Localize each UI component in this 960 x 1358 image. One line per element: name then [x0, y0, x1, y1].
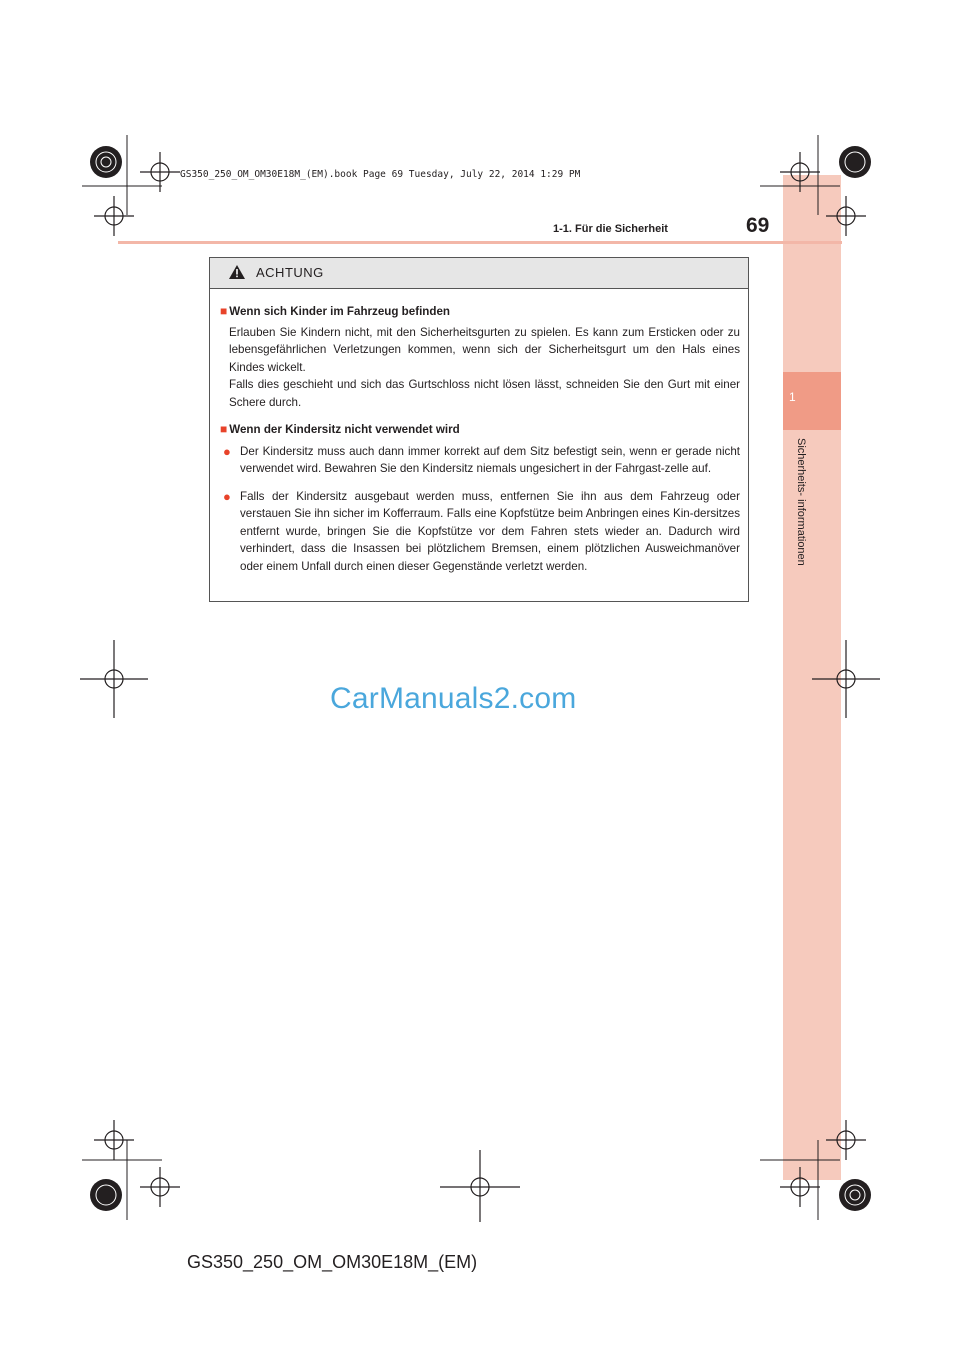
- page-number: 69: [746, 214, 770, 237]
- square-bullet-icon: ■: [220, 422, 228, 436]
- warning-heading-children: ■ Wenn sich Kinder im Fahrzeug befinden: [220, 304, 450, 318]
- warning-bullet: ● Der Kindersitz muss auch dann immer korrekt auf dem Sitz befestigt sein, wenn er gerade nicht verwendet wird. Bewahren Sie den Kindersitz niemals ungesichert in der Fahrgast-zelle auf.: [223, 443, 740, 475]
- warning-bullet: ● Falls der Kindersitz ausgebaut werden muss, entfernen Sie ihn aus dem Fahrzeug oder verstauen Sie ihn sicher im Kofferraum. Falls eine Kopfstütze beim Anbringen eines Kin-dersitzes entfernt wurde, bringen Sie die Kopfstütze vor dem Fahren stets wieder an. Dadurch wird verhindert, dass die Insassen bei plötzlichem Bremsen, einem plötzlichen Ausweichmanöver oder einem Unfall durch einen dieser Gegenstände verletzt werden.: [223, 488, 740, 573]
- chapter-label: Sicherheits- informationen: [795, 438, 807, 566]
- warning-paragraph: Erlauben Sie Kindern nicht, mit den Sicherheitsgurten zu spielen. Es kann zum Ersticken oder zu lebensgefährlichen Verletzungen kommen, wenn sich der Sicherheitsgurt um den Hals eines Kindes wickelt.: [229, 325, 740, 374]
- footer-code: GS350_250_OM_OM30E18M_(EM): [187, 1252, 478, 1272]
- warning-heading-childseat: ■ Wenn der Kindersitz nicht verwendet wird: [220, 422, 460, 436]
- circle-bullet-icon: ●: [223, 488, 231, 504]
- book-info-line: GS350_250_OM_OM30E18M_(EM).book Page 69 Tuesday, July 22, 2014 1:29 PM: [180, 169, 581, 180]
- square-bullet-icon: ■: [220, 304, 228, 318]
- warning-paragraph: Falls dies geschieht und sich das Gurtschloss nicht lösen lässt, schneiden Sie den Gurt mit einer Schere durch.: [229, 378, 740, 409]
- warning-title: ACHTUNG: [256, 265, 324, 280]
- watermark: CarManuals2.com: [330, 682, 577, 715]
- chapter-number: 1: [789, 390, 796, 404]
- circle-bullet-icon: ●: [223, 443, 231, 459]
- section-title: 1-1. Für die Sicherheit: [553, 223, 668, 235]
